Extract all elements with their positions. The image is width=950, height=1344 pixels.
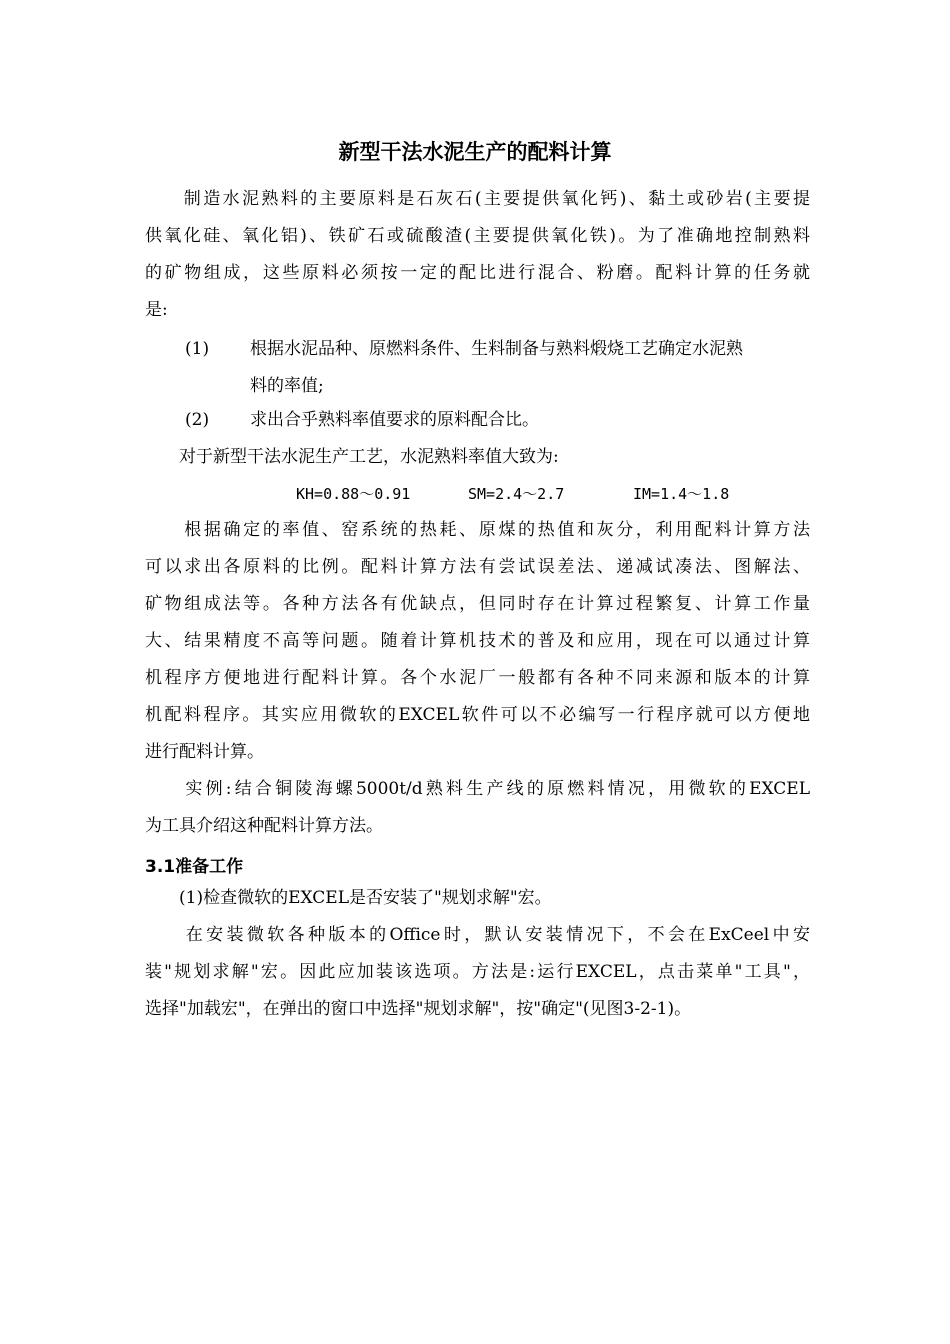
step-1: (1)检查微软的EXCEL是否安装了"规划求解"宏。 [145,888,552,908]
install-line-1: 在安装微软各种版本的Office时，默认安装情况下，不会在ExCeel中安 [145,925,810,945]
install-line-3: 选择"加载宏"，在弹出的窗口中选择"规划求解"，按"确定"(见图3-2-1)。 [145,999,692,1019]
task-1-line-2: 料的率值; [250,376,324,396]
ratio-sm: SM=2.4～2.7 [468,485,565,503]
example-line-2: 为工具介绍这种配料计算方法。 [145,816,383,836]
intro-line-2: 供氧化硅、氧化铝)、铁矿石或硫酸渣(主要提供氧化铁)。为了准确地控制熟料 [145,226,810,246]
task-1-line-1: 根据水泥品种、原燃料条件、生料制备与熟料煅烧工艺确定水泥熟 [250,339,743,359]
task-2-line-1: 求出合乎熟料率值要求的原料配合比。 [250,410,539,430]
task-2-number: (2) [185,410,210,430]
document-title: 新型干法水泥生产的配料计算 [338,140,612,164]
method-line-2: 可以求出各原料的比例。配料计算方法有尝试误差法、递减试凑法、图解法、 [145,557,810,577]
ratio-kh: KH=0.88～0.91 [296,485,411,503]
method-line-1: 根据确定的率值、窑系统的热耗、原煤的热值和灰分，利用配料计算方法 [145,520,810,540]
intro-line-3: 的矿物组成，这些原料必须按一定的配比进行混合、粉磨。配料计算的任务就 [145,263,810,283]
intro-line-4: 是: [145,300,168,320]
section-heading: 3.1准备工作 [145,857,244,877]
intro-line-1: 制造水泥熟料的主要原料是石灰石(主要提供氧化钙)、黏土或砂岩(主要提 [145,189,810,209]
method-line-4: 大、结果精度不高等问题。随着计算机技术的普及和应用，现在可以通过计算 [145,631,810,651]
example-line-1: 实例:结合铜陵海螺5000t/d熟料生产线的原燃料情况，用微软的EXCEL [145,779,810,799]
task-1-number: (1) [185,339,210,359]
method-line-6: 机配料程序。其实应用微软的EXCEL软件可以不必编写一行程序就可以方便地 [145,705,810,725]
ratio-intro: 对于新型干法水泥生产工艺，水泥熟料率值大致为: [145,447,559,467]
method-line-5: 机程序方便地进行配料计算。各个水泥厂一般都有各种不同来源和版本的计算 [145,668,810,688]
ratio-im: IM=1.4～1.8 [633,485,730,503]
method-line-3: 矿物组成法等。各种方法各有优缺点，但同时存在计算过程繁复、计算工作量 [145,594,810,614]
install-line-2: 装"规划求解"宏。因此应加装该选项。方法是:运行EXCEL，点击菜单"工具"， [145,962,810,982]
method-line-7: 进行配料计算。 [145,742,264,762]
